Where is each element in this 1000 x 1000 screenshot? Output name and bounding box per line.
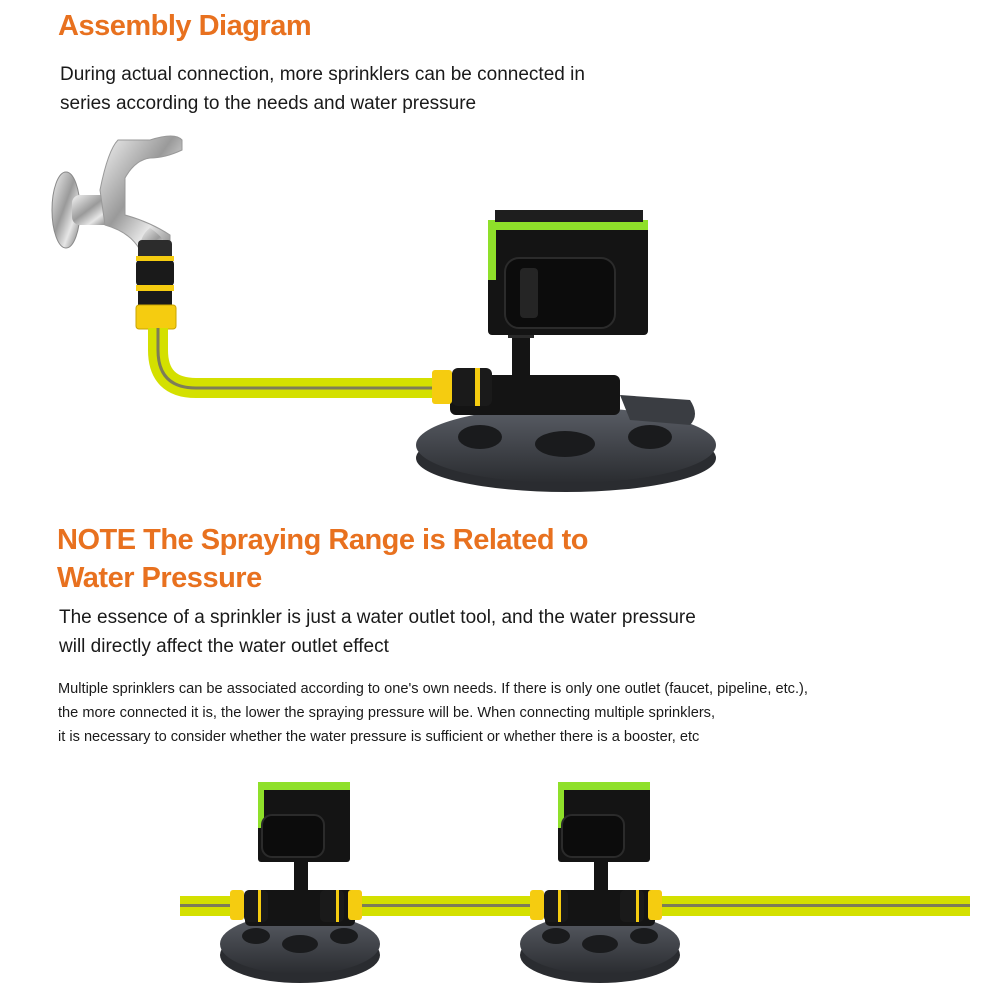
- quick-connector: [136, 240, 176, 329]
- assembly-description-line: series according to the needs and water pressure: [60, 93, 477, 114]
- sprinkler: [520, 782, 680, 983]
- assembly-description-line: During actual connection, more sprinklers can be connected in: [60, 64, 585, 85]
- assembly-description: [60, 60, 700, 118]
- sprinkler: [416, 210, 716, 492]
- note-description-line: will directly affect the water outlet effect: [59, 636, 389, 657]
- garden-hose: [158, 328, 440, 388]
- note-paragraph-line: Multiple sprinklers can be associated according to one's own needs. If there is only one outlet (faucet, pipeline, etc.),: [58, 681, 808, 697]
- note-description: [59, 603, 799, 661]
- section-title-note: [57, 521, 677, 597]
- series-illustration: [0, 770, 1000, 1000]
- assembly-illustration: [0, 130, 1000, 510]
- sprinkler: [220, 782, 380, 983]
- note-paragraph: [58, 677, 978, 749]
- section-title-note-line: NOTE The Spraying Range is Related to: [57, 524, 588, 556]
- section-title-note-line: Water Pressure: [57, 562, 262, 594]
- note-paragraph-line: it is necessary to consider whether the water pressure is sufficient or whether there is a booster, etc: [58, 729, 700, 745]
- note-description-line: The essence of a sprinkler is just a water outlet tool, and the water pressure: [59, 607, 696, 628]
- note-paragraph-line: the more connected it is, the lower the spraying pressure will be. When connecting multiple sprinklers,: [58, 705, 716, 721]
- section-title-assembly: Assembly Diagram: [58, 10, 312, 42]
- faucet-icon: [52, 136, 182, 258]
